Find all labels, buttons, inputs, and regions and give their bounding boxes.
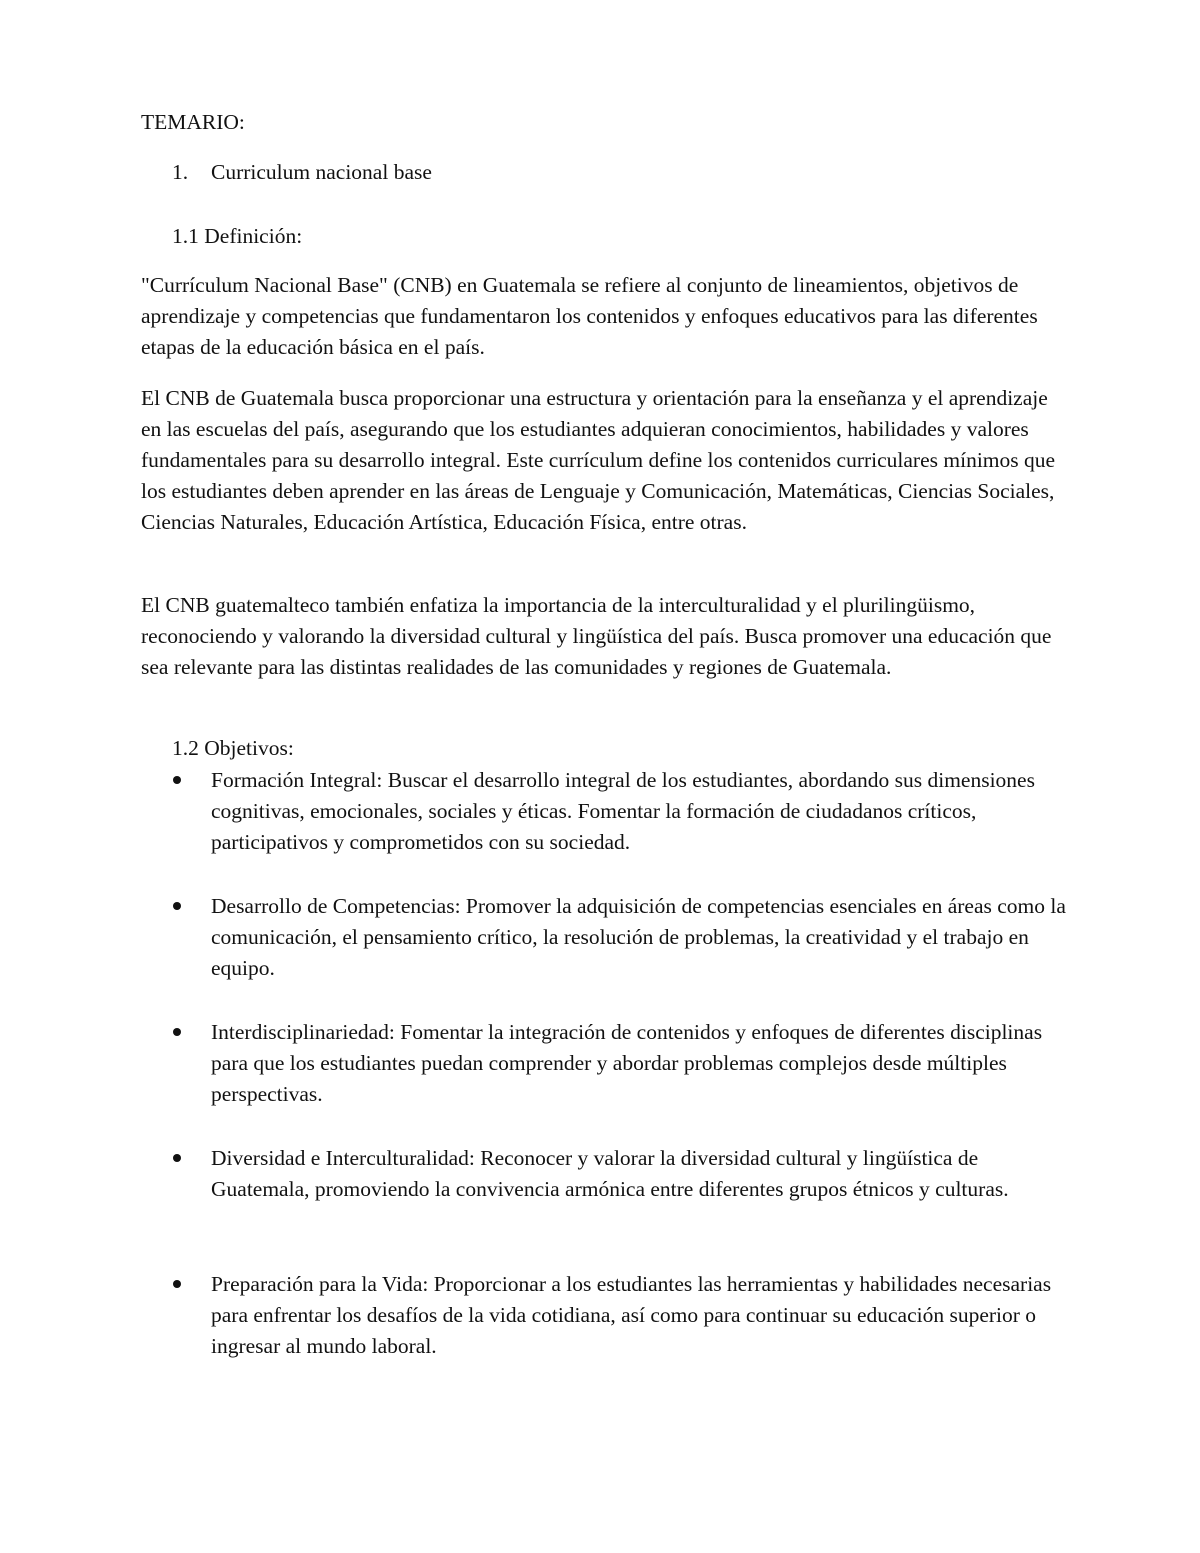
objective-item (211, 1269, 1071, 1362)
objective-item (211, 1017, 1071, 1110)
bullet-icon (173, 776, 181, 784)
objective-item (211, 765, 1071, 858)
objective-text: Interdisciplinariedad: Fomentar la integración de contenidos y enfoques de diferentes disciplinas para que los estudiantes puedan comprender y abordar problemas complejos desde múltiples perspectivas. (211, 1020, 1043, 1106)
section-1-number: 1. (172, 160, 189, 184)
subsection-definition-title: 1.1 Definición: (172, 224, 303, 248)
subsection-objectives-title: 1.2 Objetivos: (172, 736, 294, 760)
bullet-icon (173, 1154, 181, 1162)
section-1-heading (172, 162, 432, 184)
objective-item (211, 891, 1071, 984)
section-1-title: Curriculum nacional base (211, 160, 432, 184)
bullet-icon (173, 1280, 181, 1288)
bullet-icon (173, 1028, 181, 1036)
objective-text: Formación Integral: Buscar el desarrollo integral de los estudiantes, abordando sus dimensiones cognitivas, emocionales, sociales y éticas. Fomentar la formación de ciudadanos críticos, participativos y comprometidos con su sociedad. (211, 768, 1035, 854)
objective-text: Preparación para la Vida: Proporcionar a los estudiantes las herramientas y habilidades necesarias para enfrentar los desafíos de la vida cotidiana, así como para continuar su educación superior o ingresar al mundo laboral. (211, 1272, 1052, 1358)
objective-text: Desarrollo de Competencias: Promover la adquisición de competencias esenciales en áreas como la comunicación, el pensamiento crítico, la resolución de problemas, la creatividad y el trabajo en equipo. (211, 894, 1066, 980)
definition-paragraph-3: El CNB guatemalteco también enfatiza la importancia de la interculturalidad y el plurilingüismo, reconociendo y valorando la diversidad cultural y lingüística del país. Busca promover una educación que sea relevante para las distintas realidades de las comunidades y regiones de Guatemala. (141, 593, 1052, 679)
bullet-icon (173, 902, 181, 910)
objective-item (211, 1143, 1071, 1205)
definition-paragraph-1: "Currículum Nacional Base" (CNB) en Guatemala se refiere al conjunto de lineamientos, objetivos de aprendizaje y competencias que fundamentaron los contenidos y enfoques educativos para las diferentes etapas de la educación básica en el país. (141, 273, 1038, 359)
document-heading: TEMARIO: (141, 110, 245, 134)
definition-paragraph-2: El CNB de Guatemala busca proporcionar una estructura y orientación para la enseñanza y el aprendizaje en las escuelas del país, asegurando que los estudiantes adquieran conocimientos, habilidades y valores fundamentales para su desarrollo integral. Este currículum define los contenidos curriculares mínimos que los estudiantes deben aprender en las áreas de Lenguaje y Comunicación, Matemáticas, Ciencias Sociales, Ciencias Naturales, Educación Artística, Educación Física, entre otras. (141, 386, 1056, 534)
objective-text: Diversidad e Interculturalidad: Reconocer y valorar la diversidad cultural y lingüística de Guatemala, promoviendo la convivencia armónica entre diferentes grupos étnicos y culturas. (211, 1146, 1009, 1201)
